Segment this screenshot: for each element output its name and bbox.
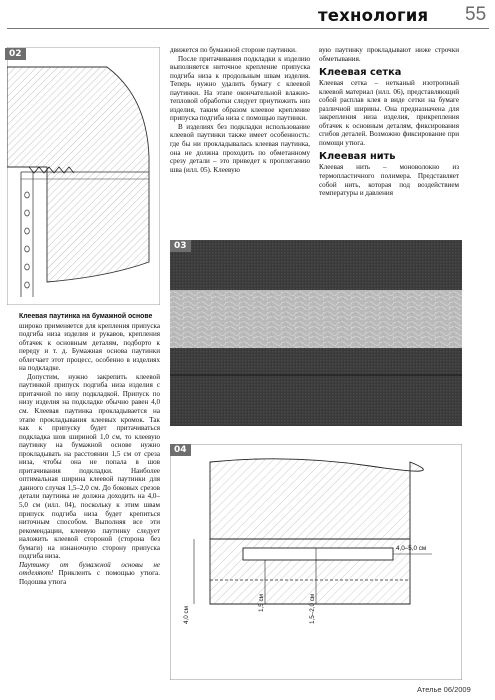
middle-paragraph: После притачивания подкладки к изделию выполняется ниточное крепление припуска подгиба низа к продольным швам изделия. Теперь нужно удалить бумагу с клеевой паутинки. На этапе окончательной влажно-тепловой обработки следует приутюжить низ изделия, таким образом клеевое крепление припуска подгиба низа с помощью паутинки. — [170, 54, 310, 123]
left-paragraph-tail — [19, 561, 160, 587]
left-tail-text: Приклеить с помощью утюга. Подошва утюга — [19, 569, 160, 586]
dim-mid: 1,5 см — [258, 594, 265, 612]
thread-text: Клеевая нить – моноволокно из термопластичного полимера. Представляет собой нить, которая под воздействием температуры и давления — [319, 163, 459, 198]
figure-04 — [170, 444, 462, 680]
dim-left: 4,0 см — [183, 606, 190, 624]
left-column-title: Клеевая паутинка на бумажной основе — [19, 313, 153, 320]
middle-column — [170, 46, 310, 174]
dim-right: 4,0–5,0 см — [396, 545, 427, 552]
header-rule — [7, 28, 489, 29]
figure-03-photo — [170, 240, 462, 426]
right-intro: вую паутинку прокладывают ниже строчки обметывания. — [319, 46, 459, 63]
italic-note: Паутинку от бумажной основы не отделяют! — [19, 560, 160, 578]
left-paragraph: широко применяется для крепления припуска подгиба низа изделия и рукавов, крепления обтачек к основным деталям, подборто к переду и т. д. Бумажная основа паутинки облегчает этот процесс, особенно в изделиях на подкладке. — [19, 321, 160, 373]
net-title: Клеевая сетка — [319, 67, 402, 79]
left-paragraph: Допустим, нужно закрепить клеевой паутинкой припуск подгиба низа изделия с притачной по низу подкладкой. Припуск по низу изделия на подкладке обычно равен 4,0 см. Клеевая паутинка прокладывается на этапе прокладывания клеевых кромок. Так как к припуску будет притачиваться подкладка шов шириной 1,0 см, то клеевую паутинку на бумажной основе нужно прокладывать на расстоянии 1,5 см от среза низа, чтобы она не попала в шов притачивания подкладки. Наиболее оптимальная ширина клеевой паутинки для данного случая 1,5–2,0 см. До боковых срезов детали паутинка не должна доходить на 4,0–5,0 см (илл. 04), поскольку к этим швам припуск подгиба низа будет крепиться ниточным способом. Выполняя все эти рекомендации, клеевую паутинку следует наложить клеевой стороной (сторона без бумаги) на изнаночную сторону припуска подгиба низа. — [19, 372, 160, 561]
page-number: 55 — [465, 4, 487, 25]
right-column — [319, 46, 459, 198]
middle-paragraph: В изделиях без подкладки использование клеевой паутинки также имеет особенность: где бы ни прокладывалась клеевая паутинка, она не должна проходить по обметанному срезу детали – это приведет к проплеганию шва (илл. 05). Клеевую — [170, 122, 310, 174]
middle-paragraph: движется по бумажной стороне паутинки. — [170, 46, 297, 54]
footer-magazine: Ателье 06/2009 — [417, 685, 471, 694]
figure-02-label: 02 — [5, 48, 26, 60]
net-text: Клеевая сетка – нетканый изотропный клеевой материал (илл. 06), представляющий собой расплав клея в виде сетки на бумаге различной ширины. Она предназначена для закрепления низа изделия, прикрепления обтачек к основным деталям, фиксирования сгибов деталей. Возможно фиксирование при помощи утюга. — [319, 79, 459, 147]
figure-02 — [7, 47, 160, 305]
figure-04-label: 04 — [170, 444, 191, 456]
figure-03-label: 03 — [170, 240, 191, 252]
figure-02-drawing — [7, 47, 160, 305]
dim-right-low: 1,5–2,0 см — [309, 593, 316, 624]
figure-04-drawing — [170, 444, 462, 680]
left-column — [19, 313, 160, 587]
section-title: технология — [318, 6, 429, 25]
figure-03-drawing — [170, 240, 462, 426]
thread-title: Клеевая нить — [319, 151, 396, 163]
